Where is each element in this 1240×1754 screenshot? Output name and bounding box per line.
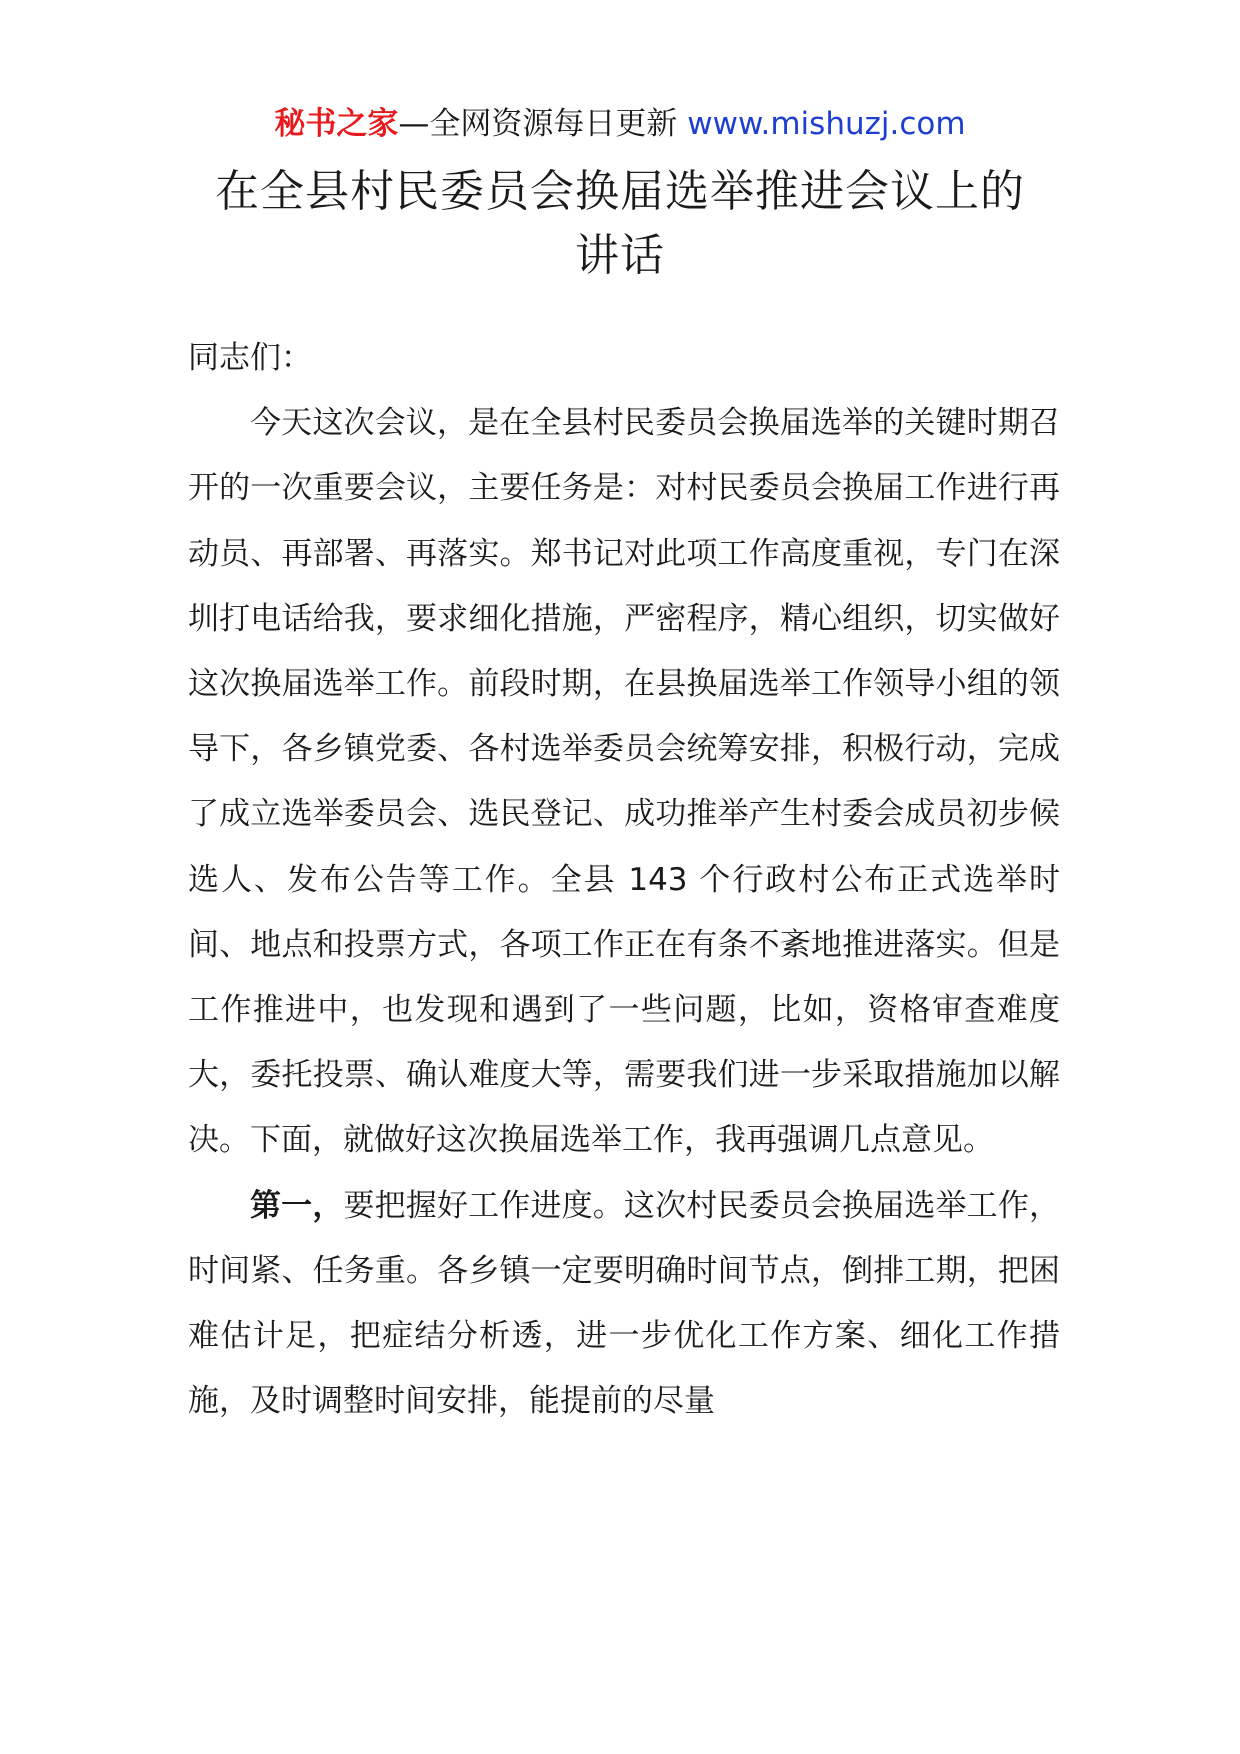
paragraph-lead: 第一，	[250, 1187, 344, 1224]
header-tagline: —全网资源每日更新	[398, 106, 688, 142]
paragraph-intro	[188, 391, 1060, 1173]
brand-name: 秘书之家	[274, 106, 399, 142]
site-url-link[interactable]: www.mishuzj.com	[687, 106, 966, 142]
paragraph-first-point-text: 要把握好工作进度。这次村民委员会换届选举工作，时间紧、任务重。各乡镇一定要明确时间节点，倒排工期，把困难估计足，把症结分析透，进一步优化工作方案、细化工作措施，及时调整时间安排，能提前的尽量	[188, 1187, 1061, 1420]
document-title-line-1: 在全县村民委员会换届选举推进会议上的	[215, 166, 1025, 217]
paragraph-first-point	[188, 1174, 1060, 1435]
header-banner	[0, 102, 1240, 146]
salutation: 同志们：	[188, 340, 312, 376]
document-body	[188, 326, 1060, 1434]
document-title	[150, 160, 1090, 288]
document-title-line-2: 讲话	[575, 230, 665, 281]
paragraph-intro-text: 今天这次会议，是在全县村民委员会换届选举的关键时期召开的一次重要会议，主要任务是：对村民委员会换届工作进行再动员、再部署、再落实。郑书记对此项工作高度重视，专门在深圳打电话给我，要求细化措施，严密程序，精心组织，切实做好这次换届选举工作。前段时期，在县换届选举工作领导小组的领导下，各乡镇党委、各村选举委员会统筹安排，积极行动，完成了成立选举委员会、选民登记、成功推举产生村委会成员初步候选人、发布公告等工作。全县 143 个行政村公布正式选举时间、地点和投票方式，各项工作正在有条不紊地推进落实。但是工作推进中，也发现和遇到了一些问题，比如，资格审查难度大，委托投票、确认难度大等，需要我们进一步采取措施加以解决。下面，就做好这次换届选举工作，我再强调几点意见。	[188, 405, 1060, 1159]
